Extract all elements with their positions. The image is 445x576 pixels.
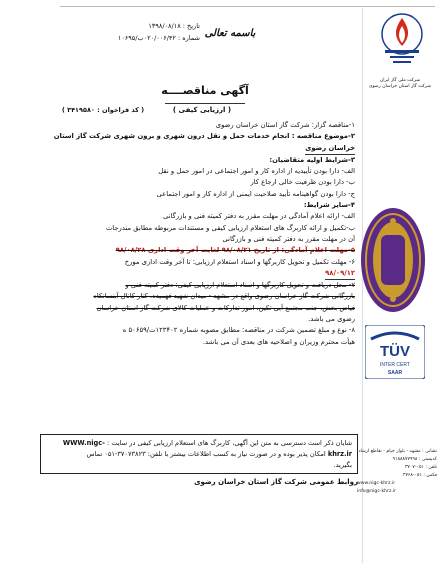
notice-subtitle: ( ارزیابی کیفی ) [172,106,232,114]
tuv-saar-text: SAAR [387,370,403,376]
number-value: ۰۲۰/۰۰۶/۴۲ب/۱۰۶۹۵ [117,34,176,42]
tuv-sub-text: INTER CERT [380,362,410,368]
footer-website-part-2[interactable]: khrz.ir [327,450,352,458]
footer-line-1 [46,438,352,449]
item-tender-subject: ۲-موضوع مناقصه : انجام خدمات حمل و نقل درون شهری و برون شهری شرکت گاز استان [53,132,355,141]
top-rule [60,6,435,7]
bismillah-heading: باسمه تعالی [204,28,256,39]
other-condition-a: الف- ارائه اعلام آمادگی در مهلت مقرر به دفتر کمیته فنی و بازرگانی [163,212,355,221]
item-other-conditions: ۴-سایر شرایط: [303,201,355,210]
item-guarantee: ۸- نوع و مبلغ تضمین شرکت در مناقصه: مطابق مصوبه شماره ۱۲۳۴۰۲ت/۵۰۶۵۹ ه [122,326,355,335]
tuv-certification-icon [365,325,425,379]
date-value: ۱۳۹۸/۰۸/۱۸ [148,22,181,30]
tuv-brand-text: TÜV [380,343,410,360]
footer-note-box [40,434,358,474]
item-tender-organizer: ۱-مناقصه گزار: شرکت گاز استان خراسان رضوی [215,121,355,129]
footer-website-part-1[interactable]: WWW.nigc- [62,439,105,447]
item-submission-deadline: ۶- مهلت تکمیل و تحویل کاربرگها و اسناد استعلام ارزیابی: تا آخر وقت اداری مورخ [124,257,355,266]
contact-phone: تلفن : ۰۵۱-۳۷۰۷ [404,465,437,470]
contact-website[interactable]: www.nigc-khrz.ir [357,481,396,486]
readiness-deadline-text: ۵-مهلت اعلام آمادگی: از تاریخ ۹۸/۰۸/۲۱ لغایت آخر وقت اداری ۹۸/۰۸/۲۸ [115,246,355,255]
contact-email[interactable]: info@nigc-khrz.ir [357,489,396,494]
date-row [10,20,200,32]
item-tender-subject-cont [40,143,355,155]
other-condition-b: ب-تکمیل و ارائه کاربرگ های استعلام ارزیابی کیفی و مستندات مربوطه مطابق مندرجات [105,223,355,232]
subject-cont-text: خراسان رضوی [305,143,355,155]
delivery-location-line-3: فیاض بخش، جنب مجتمع آبی تکین، امور تدارکات و عملیات کالای شرکت گاز استان خراسان [96,303,355,312]
submission-date: ۹۸/۰۹/۱۲ [325,268,355,280]
company-line-2: شرکت گاز استان خراسان رضوی [368,84,432,89]
contact-address: نشانی : مشهد - بلوار خیام - تقاطع ارشاد [358,449,437,454]
nigc-logo-icon [373,12,431,78]
call-number: ( کد فراخوان : ۳۴۱۹۵۸۰ ) [61,106,145,114]
company-line-1: شرکت ملی گاز ایران [380,78,420,83]
date-label: تاریخ : [182,22,200,30]
footer-line-2 [46,449,352,460]
notice-title: آگهی مناقصــــه [161,84,249,97]
delivery-location-line-2: بازرگانی شرکت گاز خراسان رضوی واقع در مشهد - میدان شهید فهمیده، کنار کانال آبنسانکاه [93,292,355,301]
number-label: شماره : [178,34,200,42]
condition-a: الف- دارا بودن تأییدیه از اداره کار و امور اجتماعی در امور حمل و نقل [158,167,355,176]
other-condition-b-cont: آن در مهلت مقرر به دفتر کمیته فنی و بازرگانی [222,234,355,243]
year-seal-icon [359,205,427,315]
contact-postal: کدپستی : ۹۱۸۸۸۷۷۹۹۸ [392,457,437,462]
condition-b: ب- دارا بودن ظرفیت خالی ارجاع کار [250,178,355,187]
number-row [10,32,200,44]
item-initial-conditions: ۳-شرایط اولیه متقاضیان: [269,155,355,164]
company-names [365,78,435,90]
footer-line-1-text: شایان ذکر است دسترسی به متن این آگهی، کاربرگ های استعلام ارزیابی کیفی در سایت : [107,439,352,447]
condition-c: ج- دارا بودن گواهینامه تأیید صلاحیت ایمنی از اداره کار و امور اجتماعی [156,189,355,198]
document-meta [10,20,200,44]
title-underline [165,103,245,104]
public-relations-signature: روابط عمومی شرکت گاز استان خراسان رضوی [194,478,358,486]
item-delivery-location: ۷- محل دریافت و تحویل کاربرگها و اسناد استعلام ارزیابی کیفی: دفتر کمیته فنی و [125,281,355,290]
footer-line-2-text: امکان پذیر بوده و در صورت نیاز به کسب اطلاعات بیشتر با تلفن: ۳۷۰۷۳۸۲۳-۰۵۱ تماس [86,450,326,458]
contact-block [357,448,437,496]
notice-body [40,120,355,348]
item-readiness-deadline [40,245,355,256]
item-submission-deadline-cont [40,268,355,280]
footer-line-3: بگیرید. [333,461,352,469]
item-guarantee-cont: هیأت محترم وزیران و اصلاحیه های بعدی آن می باشد. [202,337,355,346]
contact-fax: فکس : ۰۵۱-۳۷۶۸ [402,473,437,478]
delivery-location-line-4: رضوی می باشد. [308,315,355,324]
